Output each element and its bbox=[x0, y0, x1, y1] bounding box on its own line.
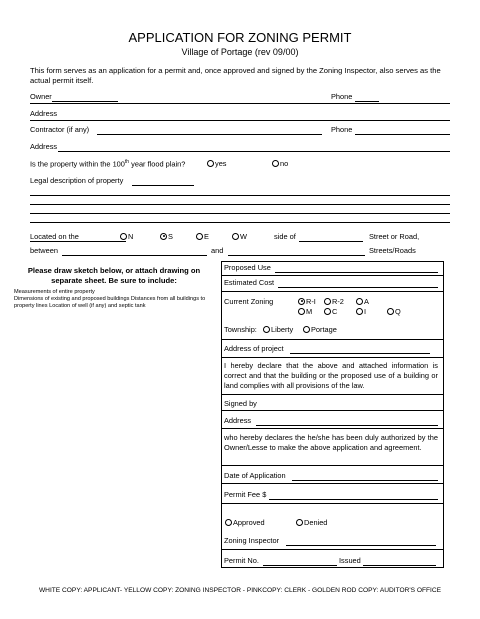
box-divider bbox=[222, 394, 443, 395]
zone-label: I bbox=[364, 307, 367, 316]
between-field[interactable] bbox=[62, 255, 207, 256]
legal-description-label: Legal description of property bbox=[30, 176, 124, 185]
e-label: E bbox=[204, 232, 209, 241]
zone-c-option[interactable] bbox=[324, 307, 337, 316]
signer-address-label: Address bbox=[224, 416, 252, 425]
radio-selected-icon[interactable] bbox=[298, 298, 305, 305]
permit-no-field[interactable] bbox=[263, 565, 337, 566]
legal-description-line-1[interactable] bbox=[30, 195, 450, 196]
box-divider bbox=[222, 410, 443, 411]
floodplain-question-post: year flood plain? bbox=[131, 159, 186, 169]
legal-description-line-2[interactable] bbox=[30, 204, 450, 205]
denied-label: Denied bbox=[304, 518, 328, 527]
proposed-use-label: Proposed Use bbox=[224, 263, 271, 272]
n-label: N bbox=[128, 232, 134, 241]
radio-icon[interactable] bbox=[263, 326, 270, 333]
direction-e-option[interactable] bbox=[196, 232, 209, 241]
owner-field[interactable] bbox=[52, 101, 118, 102]
box-divider bbox=[222, 357, 443, 358]
sketch-heading: Please draw sketch below, or attach drawing on separate sheet. Be sure to include: bbox=[27, 266, 201, 285]
zone-i-option[interactable] bbox=[356, 307, 366, 316]
box-divider bbox=[222, 549, 443, 550]
and-field[interactable] bbox=[228, 255, 365, 256]
box-divider bbox=[222, 275, 443, 276]
zone-ri-option[interactable] bbox=[298, 297, 316, 306]
zone-label: A bbox=[364, 297, 369, 306]
form-title: APPLICATION FOR ZONING PERMIT bbox=[128, 30, 352, 45]
phone-label: Phone bbox=[331, 92, 353, 101]
direction-s-option[interactable] bbox=[160, 232, 173, 241]
radio-icon[interactable] bbox=[272, 160, 279, 167]
current-zoning-label: Current Zoning bbox=[224, 297, 274, 306]
zone-label: C bbox=[332, 307, 338, 316]
floodplain-question-sup: th bbox=[124, 159, 130, 165]
liberty-label: Liberty bbox=[271, 325, 294, 334]
radio-icon[interactable] bbox=[324, 298, 331, 305]
contractor-phone-field[interactable] bbox=[355, 134, 450, 135]
located-on-underline bbox=[30, 241, 126, 242]
proposed-use-field[interactable] bbox=[275, 272, 438, 273]
radio-icon[interactable] bbox=[225, 519, 232, 526]
box-divider bbox=[222, 503, 443, 504]
portage-label: Portage bbox=[311, 325, 337, 334]
box-divider bbox=[222, 483, 443, 484]
permit-fee-field[interactable] bbox=[269, 499, 438, 500]
radio-icon[interactable] bbox=[296, 519, 303, 526]
sketch-line-2: Dimensions of existing and proposed buildings Distances from all buildings to property lines Location of well (if any) and septic tank bbox=[14, 296, 206, 309]
approved-label: Approved bbox=[233, 518, 265, 527]
zone-r2-option[interactable] bbox=[324, 297, 344, 306]
streets-roads-label: Streets/Roads bbox=[369, 246, 416, 255]
radio-icon[interactable] bbox=[387, 308, 394, 315]
radio-icon[interactable] bbox=[356, 298, 363, 305]
address-of-project-label: Address of project bbox=[224, 344, 284, 353]
phone-field[interactable] bbox=[355, 101, 379, 102]
floodplain-no-option[interactable] bbox=[272, 159, 288, 168]
direction-w-option[interactable] bbox=[232, 232, 247, 241]
radio-icon[interactable] bbox=[298, 308, 305, 315]
s-label: S bbox=[168, 232, 173, 241]
radio-icon[interactable] bbox=[196, 233, 203, 240]
legal-description-field[interactable] bbox=[132, 185, 194, 186]
issued-field[interactable] bbox=[363, 565, 436, 566]
form-subtitle: Village of Portage (rev 09/00) bbox=[181, 47, 299, 57]
date-of-application-label: Date of Application bbox=[224, 471, 286, 480]
contractor-address-field[interactable] bbox=[58, 151, 450, 152]
box-divider bbox=[222, 291, 443, 292]
zone-label: Q bbox=[395, 307, 401, 316]
floodplain-yes-option[interactable] bbox=[207, 159, 227, 168]
date-of-application-field[interactable] bbox=[292, 480, 438, 481]
radio-icon[interactable] bbox=[207, 160, 214, 167]
legal-description-line-4[interactable] bbox=[30, 222, 450, 223]
zone-m-option[interactable] bbox=[298, 307, 312, 316]
zone-label: R-2 bbox=[332, 297, 344, 306]
contractor-phone-label: Phone bbox=[331, 125, 353, 134]
estimated-cost-label: Estimated Cost bbox=[224, 278, 275, 287]
separator-line bbox=[30, 103, 450, 104]
township-portage-option[interactable] bbox=[303, 325, 337, 334]
zone-a-option[interactable] bbox=[356, 297, 369, 306]
contractor-field[interactable] bbox=[97, 134, 322, 135]
owner-label: Owner bbox=[30, 92, 52, 101]
signer-address-field[interactable] bbox=[256, 425, 438, 426]
address-of-project-field[interactable] bbox=[290, 353, 430, 354]
box-divider bbox=[222, 428, 443, 429]
floodplain-question-pre: Is the property within the 100 bbox=[30, 159, 125, 169]
township-liberty-option[interactable] bbox=[263, 325, 293, 334]
permit-box bbox=[221, 261, 444, 568]
between-label: between bbox=[30, 246, 58, 255]
zone-q-option[interactable] bbox=[387, 307, 401, 316]
address-field[interactable] bbox=[30, 120, 450, 121]
side-of-field[interactable] bbox=[299, 241, 363, 242]
township-label: Township: bbox=[224, 325, 257, 334]
denied-option[interactable] bbox=[296, 518, 327, 527]
radio-icon[interactable] bbox=[356, 308, 363, 315]
radio-selected-icon[interactable] bbox=[160, 233, 167, 240]
form-intro: This form serves as an application for a permit and, once approved and signed by the Zoning Inspector, also serves as the actual permit itself. bbox=[30, 66, 441, 85]
no-label: no bbox=[280, 159, 289, 168]
sketch-line-1: Measurements of entire property bbox=[14, 289, 95, 295]
approved-option[interactable] bbox=[225, 518, 265, 527]
authorization-text: who hereby declares the he/she has been duly authorized by the Owner/Lesse to make the above application and agreement. bbox=[224, 433, 438, 452]
direction-n-option[interactable] bbox=[120, 232, 133, 241]
contractor-label: Contractor (if any) bbox=[30, 125, 90, 134]
footer-copy-distribution: WHITE COPY: APPLICANT- YELLOW COPY: ZONING INSPECTOR - PINKCOPY: CLERK - GOLDEN ROD COPY: AUDITOR'S OFFICE bbox=[38, 587, 442, 594]
yes-label: yes bbox=[215, 159, 227, 168]
box-divider bbox=[222, 465, 443, 466]
located-on-label: Located on the bbox=[30, 232, 79, 241]
zoning-inspector-field[interactable] bbox=[286, 545, 436, 546]
estimated-cost-field[interactable] bbox=[278, 287, 438, 288]
permit-no-label: Permit No. bbox=[224, 556, 259, 565]
radio-icon[interactable] bbox=[324, 308, 331, 315]
radio-icon[interactable] bbox=[120, 233, 127, 240]
zoning-inspector-label: Zoning Inspector bbox=[224, 536, 280, 545]
permit-fee-label: Permit Fee $ bbox=[224, 490, 267, 499]
contractor-address-label: Address bbox=[30, 142, 58, 151]
issued-label: Issued bbox=[339, 556, 361, 565]
zone-label: M bbox=[306, 307, 313, 316]
street-or-road-label: Street or Road, bbox=[369, 232, 420, 241]
box-divider bbox=[222, 339, 443, 340]
side-of-label: side of bbox=[274, 232, 296, 241]
declaration-text: I hereby declare that the above and attached information is correct and that the building or the proposed use of a building or land complies with all provisions of the law. bbox=[224, 361, 438, 390]
and-label: and bbox=[211, 246, 224, 255]
w-label: W bbox=[240, 232, 247, 241]
floodplain-question bbox=[30, 158, 185, 168]
signed-by-label: Signed by bbox=[224, 399, 257, 408]
address-label: Address bbox=[30, 109, 58, 118]
radio-icon[interactable] bbox=[303, 326, 310, 333]
legal-description-line-3[interactable] bbox=[30, 213, 450, 214]
radio-icon[interactable] bbox=[232, 233, 239, 240]
zone-label: R-I bbox=[306, 297, 316, 306]
